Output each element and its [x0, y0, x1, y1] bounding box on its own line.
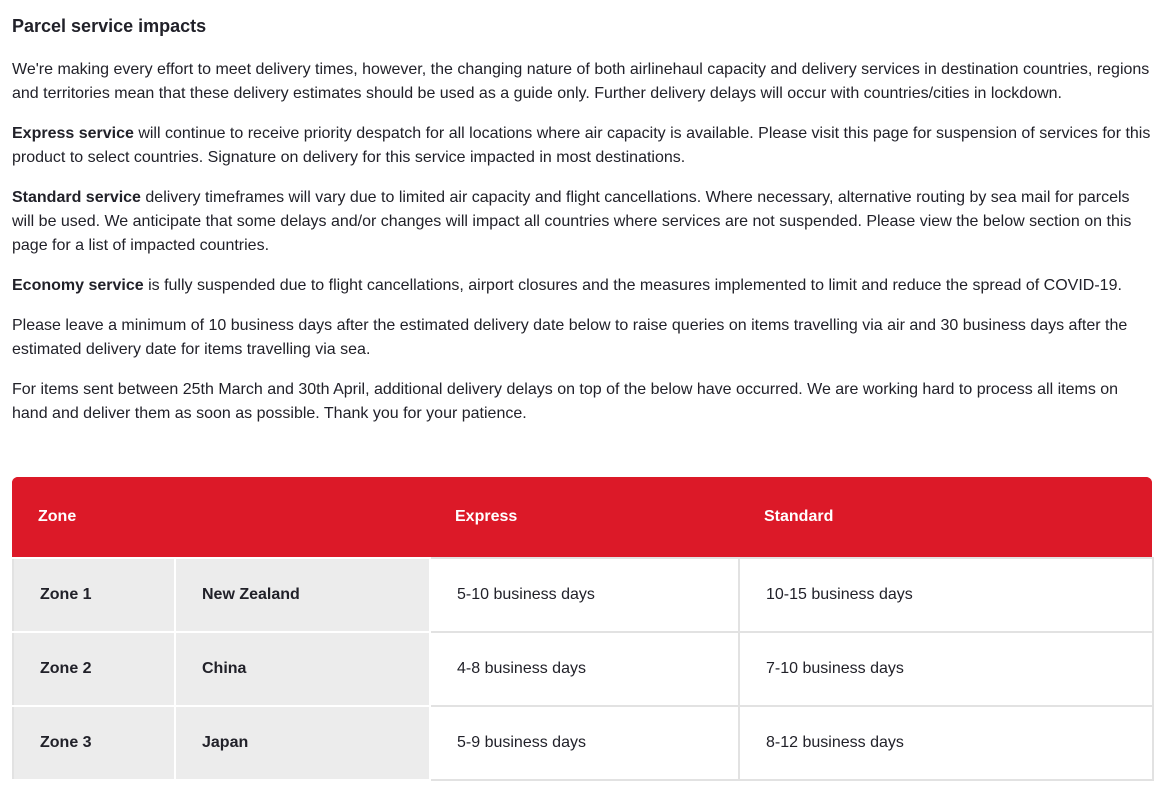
express-cell: 4-8 business days — [430, 632, 739, 706]
standard-cell: 8-12 business days — [739, 706, 1153, 780]
standard-paragraph — [12, 186, 1152, 258]
table-row — [13, 706, 1153, 780]
intro-paragraph: We're making every effort to meet delivery times, however, the changing nature of both airlinehaul capacity and delivery services in destination countries, regions and territories mean that these delivery estimates should be used as a guide only. Further delivery delays will occur with countries/cities in lockdown. — [12, 61, 1150, 102]
country-cell: China — [175, 632, 430, 706]
queries-paragraph: Please leave a minimum of 10 business days after the estimated delivery date below to raise queries on items travelling via air and 30 business days after the estimated delivery date for items travelling via sea. — [12, 317, 1128, 358]
section-title: Parcel service impacts — [12, 16, 207, 36]
economy-label: Economy service — [12, 277, 144, 294]
header-express: Express — [455, 508, 518, 525]
table-header-wrap — [12, 477, 1152, 557]
delivery-times-table — [12, 477, 1152, 781]
standard-cell: 7-10 business days — [739, 632, 1153, 706]
header-standard: Standard — [764, 508, 834, 525]
economy-paragraph — [12, 274, 1152, 298]
standard-cell: 10-15 business days — [739, 558, 1153, 632]
express-cell: 5-10 business days — [430, 558, 739, 632]
country-cell: New Zealand — [175, 558, 430, 632]
zone-cell: Zone 2 — [13, 632, 175, 706]
standard-label: Standard service — [12, 189, 141, 206]
table-row — [13, 558, 1153, 632]
content — [0, 14, 1164, 426]
standard-text: delivery timeframes will vary due to limited air capacity and flight cancellations. Where necessary, alternative routing by sea mail for parcels will be used. We anticipate that some delays and/or changes will impact all countries where services are not suspended. Please view the below section on this page for a list of impacted countries. — [12, 189, 1132, 254]
zone-cell: Zone 1 — [13, 558, 175, 632]
header-zone: Zone — [38, 508, 77, 525]
delays-paragraph: For items sent between 25th March and 30th April, additional delivery delays on top of the below have occurred. We are working hard to process all items on hand and deliver them as soon as possible. Thank you for your patience. — [12, 381, 1119, 422]
zone-cell: Zone 3 — [13, 706, 175, 780]
country-cell: Japan — [175, 706, 430, 780]
express-label: Express service — [12, 125, 134, 142]
table-header-row — [12, 477, 1152, 557]
economy-text: is fully suspended due to flight cancellations, airport closures and the measures implemented to limit and reduce the spread of COVID-19. — [143, 277, 1122, 294]
table-row — [13, 632, 1153, 706]
express-cell: 5-9 business days — [430, 706, 739, 780]
express-text: will continue to receive priority despatch for all locations where air capacity is available. Please visit this page for suspension of services for this product to select countries. Signature on delivery for this service impacted in most destinations. — [12, 125, 1151, 166]
express-paragraph — [12, 122, 1152, 170]
